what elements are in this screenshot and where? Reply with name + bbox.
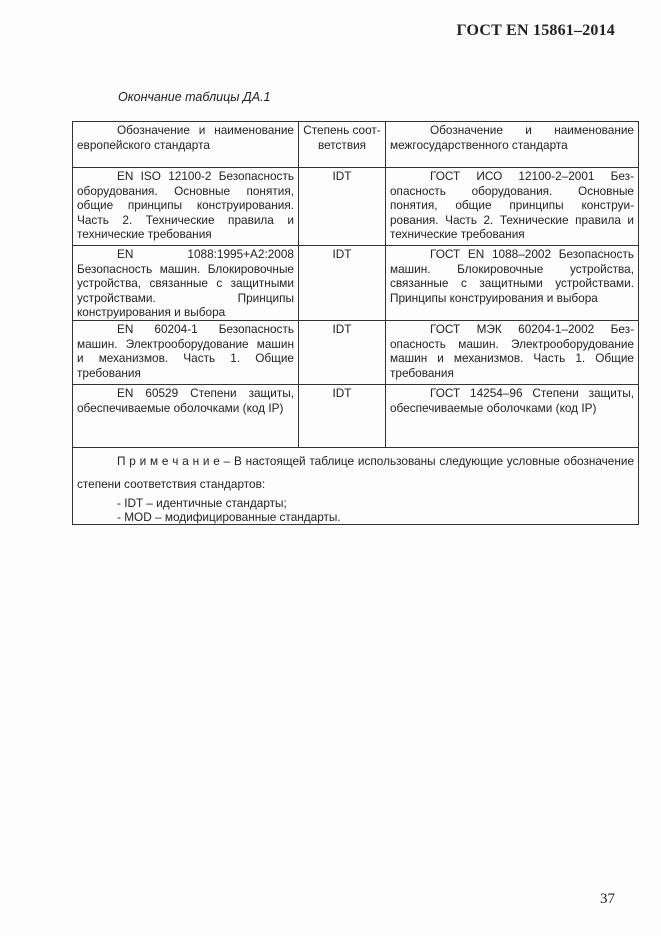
column-header-european: Обозначение и наименование европейского стандарта (73, 122, 299, 168)
interstate-standard-cell: ГОСТ 14254–96 Степени защиты, обеспечиваемые оболочками (код IP) (386, 384, 639, 447)
note-text: – В настоящей таблице использованы следующие условные обозначение степени соответствия стандартов: (77, 453, 635, 491)
european-standard-cell: EN 60204-1 Безопасность машин. Электрооборудование машин и механизмов. Часть 1. Общие требования (73, 320, 299, 384)
degree-cell: IDT (299, 246, 386, 321)
degree-cell: IDT (299, 168, 386, 246)
note-label: П р и м е ч а н и е (117, 453, 220, 468)
table-row (73, 246, 639, 321)
page-number: 37 (600, 891, 615, 907)
table-row (73, 168, 639, 246)
column-header-interstate: Обозначение и наименование межгосударственного стандарта (386, 122, 639, 168)
interstate-standard-cell: ГОСТ EN 1088–2002 Безопасность машин. Блокировочные устройства, связанные с защитными устройствами. Принципы конструирования и выбора (386, 246, 639, 321)
column-header-degree: Степень соответствия (299, 122, 386, 168)
degree-cell: IDT (299, 320, 386, 384)
table-caption: Окончание таблицы ДА.1 (118, 90, 271, 104)
table-header-row (73, 122, 639, 168)
note-paragraph (77, 448, 634, 496)
european-standard-cell: EN 60529 Степени защиты, обеспечиваемые оболочками (код IP) (73, 384, 299, 447)
table-row (73, 320, 639, 384)
note-cell (73, 447, 639, 524)
table-row (73, 384, 639, 447)
note-item-idt: - IDT – идентичные стандарты; (117, 495, 287, 510)
european-standard-cell: EN ISO 12100-2 Безопасность оборудования. Основные понятия, общие принципы конструирования. Часть 2. Технические правила и технические требования (73, 168, 299, 246)
interstate-standard-cell: ГОСТ МЭК 60204-1–2002 Безопасность машин. Электрооборудование машин и механизмов. Часть 1. Общие требования (386, 320, 639, 384)
correspondence-table (72, 121, 639, 525)
degree-cell: IDT (299, 384, 386, 447)
interstate-standard-cell: ГОСТ ИСО 12100-2–2001 Безопасность оборудования. Основные понятия, общие принципы конструирования. Часть 2. Технические правила и технические требования (386, 168, 639, 246)
note-row (73, 447, 639, 524)
european-standard-cell: EN 1088:1995+A2:2008 Безопасность машин. Блокировочные устройства, связанные с защитными устройствами. Принципы конструирования и выбора (73, 246, 299, 321)
note-item-mod: - MOD – модифицированные стандарты. (117, 509, 341, 524)
document-header: ГОСТ EN 15861–2014 (456, 22, 615, 39)
